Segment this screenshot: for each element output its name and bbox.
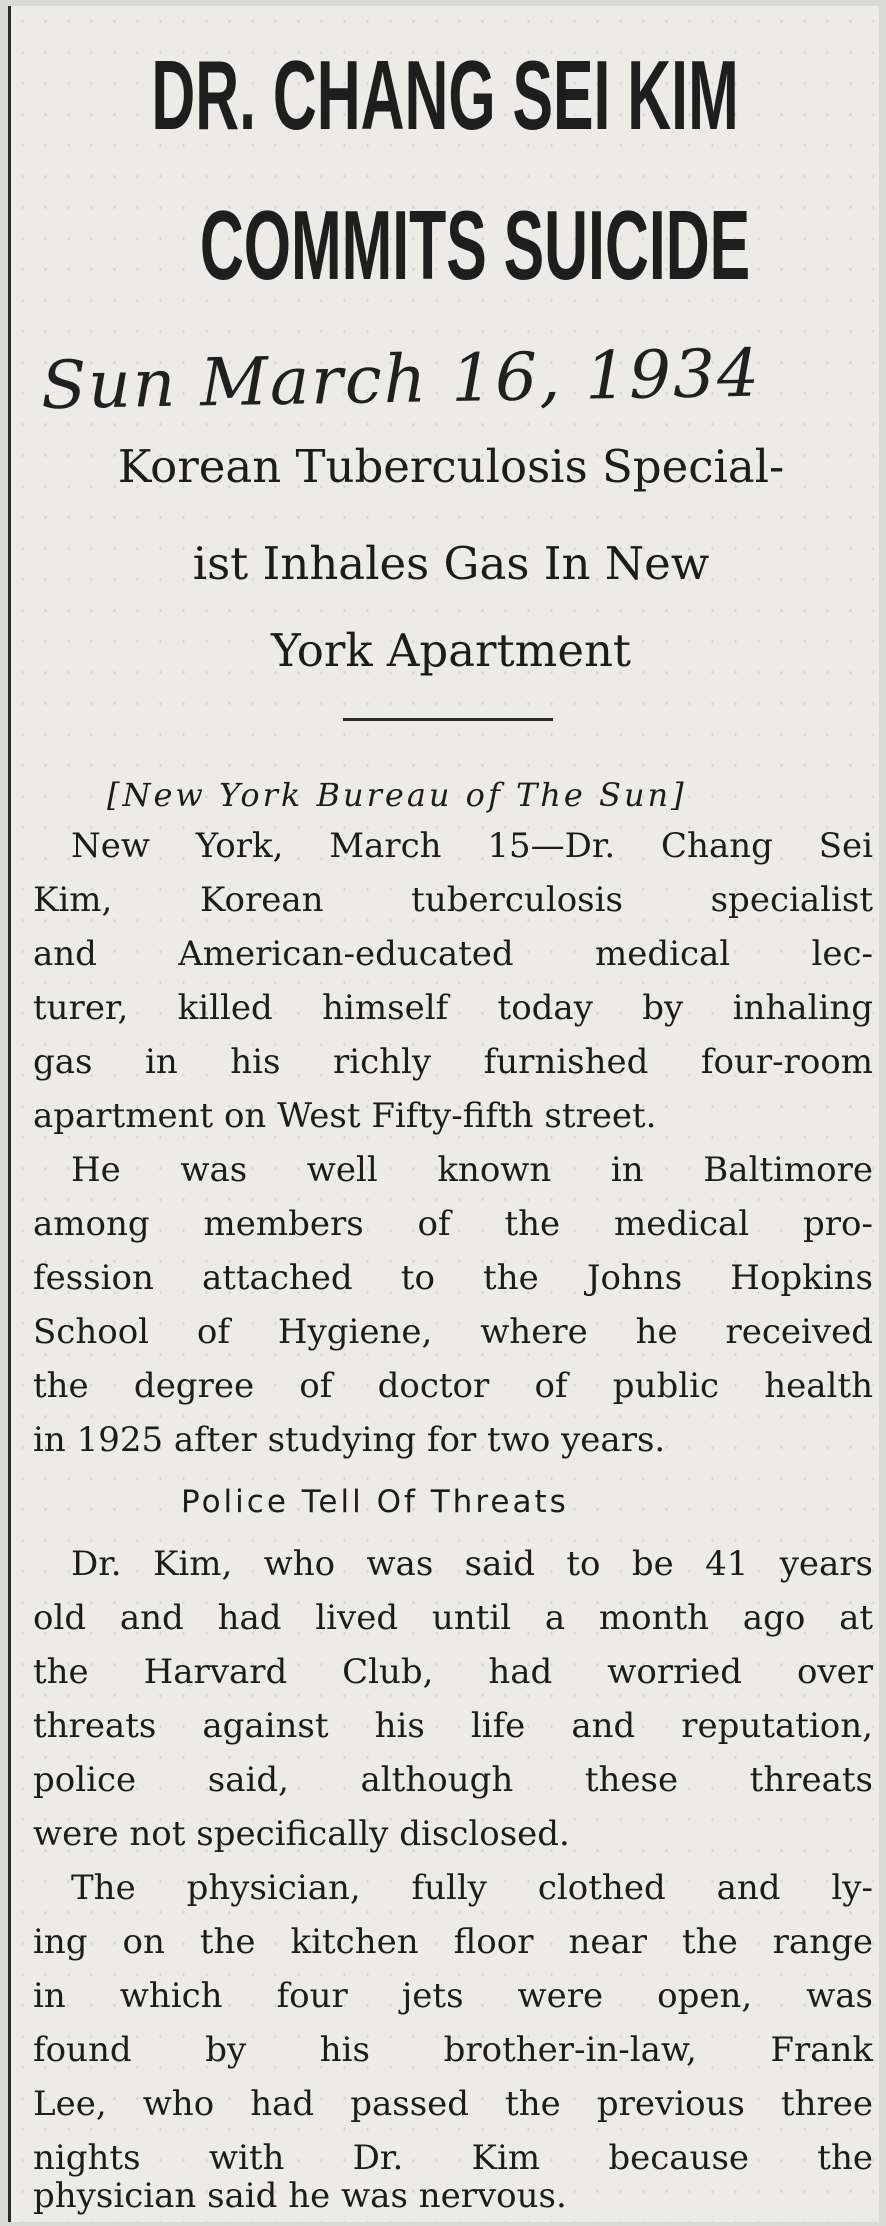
body-line: old and had lived until a month ago at: [33, 1598, 873, 1638]
body-line: and American-educated medical lec-: [33, 934, 873, 974]
handwritten-date-annotation: Sun March 16, 1934: [40, 334, 762, 425]
body-line: Lee, who had passed the previous three: [33, 2084, 873, 2124]
body-line: He was well known in Baltimore: [71, 1150, 873, 1190]
body-line: nights with Dr. Kim because the: [33, 2138, 873, 2178]
body-line: Kim, Korean tuberculosis specialist: [33, 880, 873, 920]
body-line: The physician, fully clothed and ly-: [71, 1868, 873, 1908]
body-line: threats against his life and reputation,: [33, 1706, 873, 1746]
body-line: physician said he was nervous.: [33, 2176, 567, 2216]
subheadline-line-1: Korean Tuberculosis Special-: [117, 440, 785, 493]
dateline: [New York Bureau of The Sun]: [107, 776, 687, 814]
body-line: in which four jets were open, was: [33, 1976, 873, 2016]
body-line: the degree of doctor of public health: [33, 1366, 873, 1406]
body-line: found by his brother-in-law, Frank: [33, 2030, 873, 2070]
body-line: in 1925 after studying for two years.: [33, 1420, 666, 1460]
body-line: Dr. Kim, who was said to be 41 years: [71, 1544, 873, 1584]
headline-line-2: COMMITS SUICIDE: [199, 190, 751, 300]
body-line: among members of the medical pro-: [33, 1204, 873, 1244]
body-line: fession attached to the Johns Hopkins: [33, 1258, 873, 1298]
body-line: School of Hygiene, where he received: [33, 1312, 873, 1352]
body-line: police said, although these threats: [33, 1760, 873, 1800]
subheadline-line-2: ist Inhales Gas In New: [192, 537, 710, 590]
newspaper-clipping: [8, 6, 879, 2222]
crosshead: Police Tell Of Threats: [181, 1484, 569, 1520]
body-line: ing on the kitchen floor near the range: [33, 1922, 873, 1962]
divider-rule: [343, 718, 553, 721]
body-line: New York, March 15—Dr. Chang Sei: [71, 826, 873, 866]
headline-line-1: DR. CHANG SEI KIM: [151, 40, 739, 150]
body-line: were not specifically disclosed.: [33, 1814, 570, 1854]
body-line: gas in his richly furnished four-room: [33, 1042, 873, 1082]
body-line: the Harvard Club, had worried over: [33, 1652, 873, 1692]
subheadline-line-3: York Apartment: [270, 624, 632, 677]
body-line: turer, killed himself today by inhaling: [33, 988, 873, 1028]
body-line: apartment on West Fifty-fifth street.: [33, 1096, 657, 1136]
